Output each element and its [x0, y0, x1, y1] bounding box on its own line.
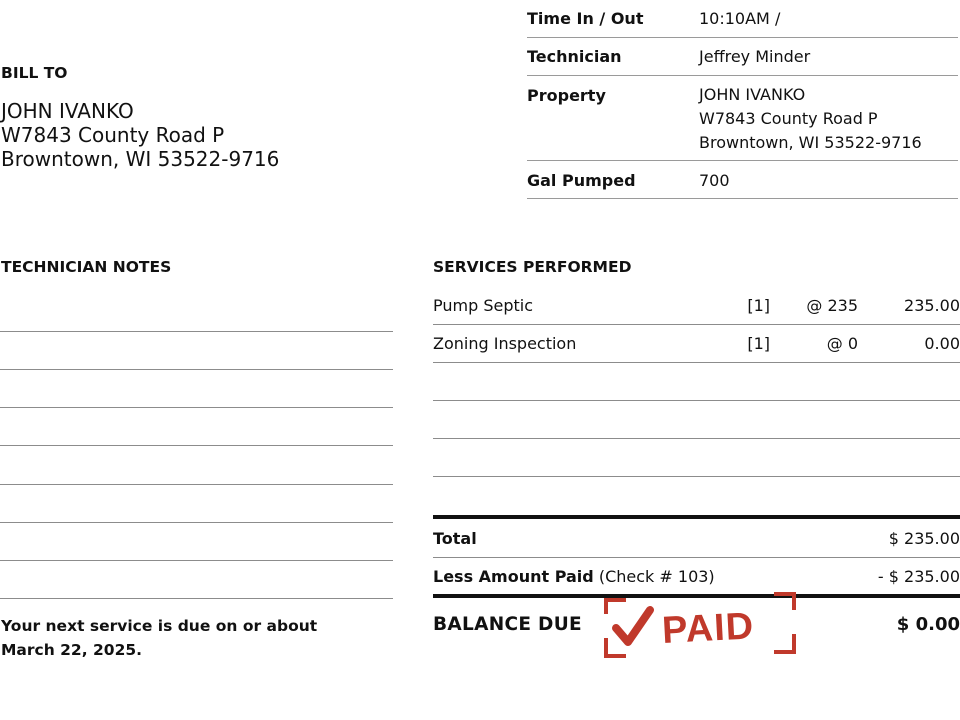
service-amount: 235.00: [904, 296, 960, 315]
service-rate: @ 235: [806, 296, 858, 315]
info-label: Time In / Out: [527, 9, 644, 28]
note-line: [0, 369, 393, 370]
service-divider: [433, 438, 960, 439]
note-line: [0, 445, 393, 446]
note-line: [0, 560, 393, 561]
balance-due-label: BALANCE DUE: [433, 614, 582, 635]
service-qty: [1]: [747, 334, 770, 353]
amount-paid-note: (Check # 103): [598, 567, 715, 586]
amount-paid-value: - $ 235.00: [877, 567, 960, 586]
total-value: $ 235.00: [888, 529, 960, 548]
technician-notes-heading: TECHNICIAN NOTES: [1, 258, 172, 276]
info-row-time: [527, 0, 958, 38]
info-label: Gal Pumped: [527, 171, 636, 190]
bill-to-address: W7843 County Road P: [1, 123, 225, 147]
note-line: [0, 331, 393, 332]
total-row-divider: [433, 557, 960, 558]
service-divider: [433, 324, 960, 325]
services-heading: SERVICES PERFORMED: [433, 258, 632, 276]
paid-stamp: [600, 590, 800, 662]
property-line: JOHN IVANKO: [699, 85, 806, 104]
service-divider: [433, 362, 960, 363]
property-line: Browntown, WI 53522-9716: [699, 133, 922, 152]
total-label: Total: [433, 529, 477, 548]
service-name: Pump Septic: [433, 296, 534, 315]
bill-to-name: JOHN IVANKO: [1, 99, 134, 123]
info-value: Jeffrey Minder: [699, 47, 811, 66]
info-row-technician: [527, 38, 958, 76]
service-rate: @ 0: [826, 334, 858, 353]
next-service-line-1: Your next service is due on or about: [1, 617, 318, 635]
total-divider: [433, 515, 960, 519]
service-amount: 0.00: [924, 334, 960, 353]
info-row-gal-pumped: [527, 161, 958, 199]
service-divider: [433, 476, 960, 477]
amount-paid-row: [433, 567, 715, 587]
service-qty: [1]: [747, 296, 770, 315]
bill-to-city: Browntown, WI 53522-9716: [1, 147, 280, 171]
info-value: 700: [699, 171, 730, 190]
info-row-property: [527, 76, 958, 161]
note-line: [0, 522, 393, 523]
note-line: [0, 484, 393, 485]
balance-due-value: $ 0.00: [896, 614, 960, 635]
note-line: [0, 407, 393, 408]
amount-paid-label: Less Amount Paid: [433, 567, 594, 586]
next-service-line-2: March 22, 2025.: [1, 641, 143, 659]
note-line: [0, 598, 393, 599]
paid-stamp-text: PAID: [661, 605, 756, 653]
property-line: W7843 County Road P: [699, 109, 878, 128]
service-name: Zoning Inspection: [433, 334, 577, 353]
info-value: 10:10AM /: [699, 9, 781, 28]
checkmark-icon: [616, 610, 650, 642]
info-label: Technician: [527, 47, 622, 66]
service-divider: [433, 400, 960, 401]
bill-to-heading: BILL TO: [1, 64, 68, 82]
info-label: Property: [527, 86, 606, 105]
